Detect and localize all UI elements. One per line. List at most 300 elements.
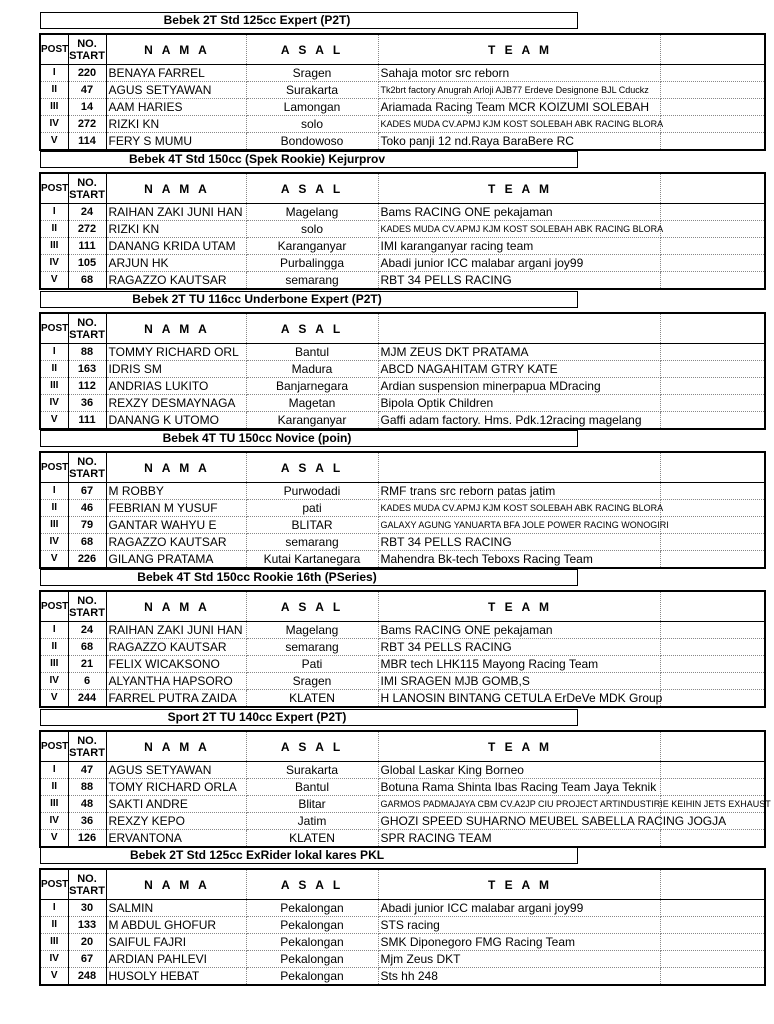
header-pos: POST [40,452,68,483]
header-row [40,313,765,344]
rider-name-cell: SALMIN [106,900,246,917]
pos-cell: II [40,82,68,99]
spacer-cell [660,934,765,951]
pos-cell: I [40,65,68,82]
team-cell: Bipola Optik Children [378,395,660,412]
header-row [40,452,765,483]
spacer-cell [660,412,765,430]
header-nama: N A M A [106,591,246,622]
pos-cell: II [40,779,68,796]
start-number-cell: 111 [68,238,106,255]
team-cell: GARMOS PADMAJAYA CBM CV.A2JP CIU PROJECT ARTINDUSTIRIE KEIHIN JETS EXHAUST [378,796,660,813]
origin-cell: Karanganyar [246,238,378,255]
table-row [40,344,765,361]
table-row [40,412,765,430]
start-number-cell: 248 [68,968,106,986]
start-number-cell: 133 [68,917,106,934]
header-spacer [660,34,765,65]
start-number-cell: 6 [68,673,106,690]
rider-name-cell: M ROBBY [106,483,246,500]
start-number-cell: 47 [68,82,106,99]
team-cell: SMK Diponegoro FMG Racing Team [378,934,660,951]
race-section [0,291,774,430]
header-spacer [660,731,765,762]
origin-cell: Pati [246,656,378,673]
table-row [40,690,765,708]
pos-cell: IV [40,534,68,551]
spacer-cell [660,830,765,848]
rider-name-cell: DANANG KRIDA UTAM [106,238,246,255]
origin-cell: Bondowoso [246,133,378,151]
header-asal: A S A L [246,731,378,762]
origin-cell: BLITAR [246,517,378,534]
header-asal: A S A L [246,591,378,622]
section-title [40,430,578,447]
header-pos: POST [40,34,68,65]
spacer-cell [660,378,765,395]
header-team [378,313,660,344]
header-team: T E A M [378,591,660,622]
team-cell: RMF trans src reborn patas jatim [378,483,660,500]
header-spacer [660,591,765,622]
origin-cell: Purwodadi [246,483,378,500]
rider-name-cell: SAKTI ANDRE [106,796,246,813]
race-section [0,151,774,290]
table-row [40,830,765,848]
pos-cell: II [40,221,68,238]
team-cell: RBT 34 PELLS RACING [378,639,660,656]
results-table [39,172,766,290]
pos-cell: V [40,551,68,569]
header-spacer [660,452,765,483]
team-cell: GHOZI SPEED SUHARNO MEUBEL SABELLA RACING JOGJA [378,813,660,830]
rider-name-cell: RAGAZZO KAUTSAR [106,534,246,551]
pos-cell: I [40,483,68,500]
section-title [40,569,578,586]
start-number-cell: 112 [68,378,106,395]
pos-cell: II [40,361,68,378]
table-row [40,779,765,796]
team-cell: Botuna Rama Shinta Ibas Racing Team Jaya Teknik [378,779,660,796]
section-title [40,291,578,308]
team-cell: GALAXY AGUNG YANUARTA BFA JOLE POWER RACING WONOGIRI [378,517,660,534]
table-row [40,221,765,238]
header-team [378,452,660,483]
team-cell: IMI SRAGEN MJB GOMB,S [378,673,660,690]
header-nama: N A M A [106,452,246,483]
start-number-cell: 126 [68,830,106,848]
header-row [40,173,765,204]
spacer-cell [660,500,765,517]
header-spacer [660,313,765,344]
start-number-cell: 14 [68,99,106,116]
pos-cell: IV [40,813,68,830]
rider-name-cell: GANTAR WAHYU E [106,517,246,534]
section-title-text: Sport 2T TU 140cc Expert (P2T) [167,710,347,724]
header-no-start: NO. START [68,452,106,483]
team-cell: Sts hh 248 [378,968,660,986]
header-no-start: NO. START [68,173,106,204]
start-number-cell: 79 [68,517,106,534]
team-cell: MJM ZEUS DKT PRATAMA [378,344,660,361]
pos-cell: V [40,133,68,151]
start-number-cell: 24 [68,204,106,221]
origin-cell: KLATEN [246,690,378,708]
origin-cell: Bantul [246,779,378,796]
start-number-cell: 88 [68,779,106,796]
rider-name-cell: TOMMY RICHARD ORL [106,344,246,361]
origin-cell: Surakarta [246,82,378,99]
origin-cell: semarang [246,534,378,551]
race-section [0,430,774,569]
table-row [40,82,765,99]
table-row [40,361,765,378]
start-number-cell: 114 [68,133,106,151]
pos-cell: IV [40,395,68,412]
pos-cell: III [40,99,68,116]
team-cell: Global Laskar King Borneo [378,762,660,779]
origin-cell: solo [246,221,378,238]
team-cell: Mjm Zeus DKT [378,951,660,968]
start-number-cell: 105 [68,255,106,272]
origin-cell: Pekalongan [246,917,378,934]
spacer-cell [660,551,765,569]
results-table [39,590,766,708]
header-team: T E A M [378,34,660,65]
rider-name-cell: ARJUN HK [106,255,246,272]
header-team: T E A M [378,173,660,204]
rider-name-cell: GILANG PRATAMA [106,551,246,569]
origin-cell: solo [246,116,378,133]
spacer-cell [660,204,765,221]
header-no-start: NO. START [68,313,106,344]
rider-name-cell: BENAYA FARREL [106,65,246,82]
origin-cell: Pekalongan [246,968,378,986]
team-cell: MBR tech LHK115 Mayong Racing Team [378,656,660,673]
header-asal: A S A L [246,34,378,65]
pos-cell: I [40,344,68,361]
spacer-cell [660,673,765,690]
header-asal: A S A L [246,452,378,483]
section-title-text: Bebek 4T Std 150cc Rookie 16th (PSeries) [137,570,377,584]
start-number-cell: 68 [68,534,106,551]
team-cell: Bams RACING ONE pekajaman [378,204,660,221]
table-row [40,639,765,656]
start-number-cell: 24 [68,622,106,639]
start-number-cell: 48 [68,796,106,813]
spacer-cell [660,656,765,673]
pos-cell: III [40,517,68,534]
rider-name-cell: HUSOLY HEBAT [106,968,246,986]
spacer-cell [660,534,765,551]
team-cell: RBT 34 PELLS RACING [378,272,660,290]
rider-name-cell: AGUS SETYAWAN [106,762,246,779]
start-number-cell: 272 [68,221,106,238]
header-pos: POST [40,313,68,344]
spacer-cell [660,517,765,534]
pos-cell: I [40,762,68,779]
pos-cell: IV [40,116,68,133]
pos-cell: III [40,378,68,395]
origin-cell: Purbalingga [246,255,378,272]
table-row [40,255,765,272]
table-row [40,813,765,830]
header-team: T E A M [378,731,660,762]
header-pos: POST [40,173,68,204]
origin-cell: Surakarta [246,762,378,779]
header-team: T E A M [378,869,660,900]
pos-cell: IV [40,673,68,690]
origin-cell: Jatim [246,813,378,830]
section-title-text: Bebek 2T Std 125cc ExRider lokal kares PKL [129,848,385,862]
rider-name-cell: RIZKI KN [106,116,246,133]
spacer-cell [660,272,765,290]
pos-cell: II [40,639,68,656]
table-row [40,656,765,673]
spacer-cell [660,968,765,986]
team-cell: ABCD NAGAHITAM GTRY KATE [378,361,660,378]
start-number-cell: 226 [68,551,106,569]
origin-cell: pati [246,500,378,517]
rider-name-cell: RAGAZZO KAUTSAR [106,272,246,290]
spacer-cell [660,622,765,639]
team-cell: Bams RACING ONE pekajaman [378,622,660,639]
section-title-text: Bebek 2T Std 125cc Expert (P2T) [163,13,351,27]
origin-cell: Magelang [246,204,378,221]
origin-cell: semarang [246,639,378,656]
spacer-cell [660,951,765,968]
race-section [0,709,774,848]
start-number-cell: 220 [68,65,106,82]
table-row [40,116,765,133]
pos-cell: V [40,830,68,848]
header-nama: N A M A [106,34,246,65]
start-number-cell: 88 [68,344,106,361]
spacer-cell [660,133,765,151]
header-nama: N A M A [106,313,246,344]
start-number-cell: 68 [68,639,106,656]
start-number-cell: 46 [68,500,106,517]
origin-cell: Lamongan [246,99,378,116]
team-cell: KADES MUDA CV.APMJ KJM KOST SOLEBAH ABK RACING BLORA [378,221,660,238]
header-asal: A S A L [246,173,378,204]
pos-cell: III [40,934,68,951]
pos-cell: I [40,204,68,221]
rider-name-cell: SAIFUL FAJRI [106,934,246,951]
team-cell: Abadi junior ICC malabar argani joy99 [378,900,660,917]
rider-name-cell: M ABDUL GHOFUR [106,917,246,934]
team-cell: KADES MUDA CV.APMJ KJM KOST SOLEBAH ABK RACING BLORA [378,116,660,133]
table-row [40,551,765,569]
table-row [40,917,765,934]
header-no-start: NO. START [68,591,106,622]
section-title [40,847,578,864]
spacer-cell [660,483,765,500]
spacer-cell [660,116,765,133]
table-row [40,673,765,690]
origin-cell: Karanganyar [246,412,378,430]
team-cell: Gaffi adam factory. Hms. Pdk.12racing magelang [378,412,660,430]
origin-cell: Magetan [246,395,378,412]
start-number-cell: 47 [68,762,106,779]
start-number-cell: 21 [68,656,106,673]
start-number-cell: 272 [68,116,106,133]
start-number-cell: 244 [68,690,106,708]
results-table [39,33,766,151]
start-number-cell: 67 [68,483,106,500]
section-title [40,12,578,29]
spacer-cell [660,779,765,796]
table-row [40,65,765,82]
header-nama: N A M A [106,173,246,204]
origin-cell: Kutai Kartanegara [246,551,378,569]
rider-name-cell: TOMY RICHARD ORLA [106,779,246,796]
table-row [40,796,765,813]
header-nama: N A M A [106,869,246,900]
rider-name-cell: RAIHAN ZAKI JUNI HAN [106,204,246,221]
pos-cell: II [40,500,68,517]
pos-cell: V [40,968,68,986]
team-cell: STS racing [378,917,660,934]
section-title-text: Bebek 4T TU 150cc Novice (poin) [162,431,352,445]
pos-cell: V [40,272,68,290]
rider-name-cell: FARREL PUTRA ZAIDA [106,690,246,708]
start-number-cell: 68 [68,272,106,290]
rider-name-cell: FEBRIAN M YUSUF [106,500,246,517]
rider-name-cell: DANANG K UTOMO [106,412,246,430]
results-table [39,730,771,848]
rider-name-cell: RAGAZZO KAUTSAR [106,639,246,656]
table-row [40,395,765,412]
section-title-text: Bebek 4T Std 150cc (Spek Rookie) Kejurprov [128,152,386,166]
team-cell: Toko panji 12 nd.Raya BaraBere RC [378,133,660,151]
rider-name-cell: ANDRIAS LUKITO [106,378,246,395]
table-row [40,99,765,116]
origin-cell: Pekalongan [246,934,378,951]
spacer-cell [660,639,765,656]
pos-cell: III [40,656,68,673]
team-cell: Ariamada Racing Team MCR KOIZUMI SOLEBAH [378,99,660,116]
table-row [40,204,765,221]
origin-cell: Banjarnegara [246,378,378,395]
header-pos: POST [40,731,68,762]
pos-cell: I [40,622,68,639]
origin-cell: Sragen [246,65,378,82]
team-cell: RBT 34 PELLS RACING [378,534,660,551]
rider-name-cell: AGUS SETYAWAN [106,82,246,99]
spacer-cell [660,762,765,779]
rider-name-cell: REXZY DESMAYNAGA [106,395,246,412]
start-number-cell: 67 [68,951,106,968]
header-no-start: NO. START [68,731,106,762]
header-no-start: NO. START [68,34,106,65]
team-cell: Mahendra Bk-tech Teboxs Racing Team [378,551,660,569]
pos-cell: III [40,238,68,255]
pos-cell: III [40,796,68,813]
race-section [0,847,774,986]
table-row [40,534,765,551]
spacer-cell [660,917,765,934]
origin-cell: semarang [246,272,378,290]
start-number-cell: 36 [68,395,106,412]
spacer-cell [660,255,765,272]
start-number-cell: 111 [68,412,106,430]
header-spacer [660,173,765,204]
team-cell: Sahaja motor src reborn [378,65,660,82]
pos-cell: II [40,917,68,934]
table-row [40,500,765,517]
rider-name-cell: RIZKI KN [106,221,246,238]
table-row [40,483,765,500]
table-row [40,238,765,255]
header-spacer [660,869,765,900]
rider-name-cell: ARDIAN PAHLEVI [106,951,246,968]
rider-name-cell: REXZY KEPO [106,813,246,830]
table-row [40,951,765,968]
rider-name-cell: ALYANTHA HAPSORO [106,673,246,690]
section-title [40,151,578,168]
table-row [40,934,765,951]
pos-cell: V [40,690,68,708]
spacer-cell [660,99,765,116]
header-pos: POST [40,591,68,622]
table-row [40,378,765,395]
results-table [39,451,766,569]
team-cell: SPR RACING TEAM [378,830,660,848]
header-row [40,731,765,762]
section-title-text: Bebek 2T TU 116cc Underbone Expert (P2T) [132,292,382,306]
team-cell: Ardian suspension minerpapua MDracing [378,378,660,395]
origin-cell: Pekalongan [246,951,378,968]
origin-cell: Madura [246,361,378,378]
spacer-cell [660,238,765,255]
start-number-cell: 163 [68,361,106,378]
table-row [40,900,765,917]
spacer-cell [660,395,765,412]
section-title [40,709,578,726]
start-number-cell: 20 [68,934,106,951]
rider-name-cell: FELIX WICAKSONO [106,656,246,673]
pos-cell: I [40,900,68,917]
table-row [40,517,765,534]
spacer-cell [660,344,765,361]
team-cell: IMI karanganyar racing team [378,238,660,255]
rider-name-cell: AAM HARIES [106,99,246,116]
origin-cell: Blitar [246,796,378,813]
header-row [40,34,765,65]
pos-cell: IV [40,255,68,272]
origin-cell: Bantul [246,344,378,361]
header-row [40,869,765,900]
rider-name-cell: FERY S MUMU [106,133,246,151]
spacer-cell [660,900,765,917]
table-row [40,272,765,290]
header-row [40,591,765,622]
spacer-cell [660,65,765,82]
origin-cell: Sragen [246,673,378,690]
table-row [40,762,765,779]
header-nama: N A M A [106,731,246,762]
spacer-cell [660,82,765,99]
table-row [40,133,765,151]
spacer-cell [660,690,765,708]
header-pos: POST [40,869,68,900]
results-table [39,868,766,986]
team-cell: Tk2brt factory Anugrah Arloji AJB77 Erdeve Designone BJL Cduckz [378,82,660,99]
header-no-start: NO. START [68,869,106,900]
table-row [40,622,765,639]
origin-cell: KLATEN [246,830,378,848]
